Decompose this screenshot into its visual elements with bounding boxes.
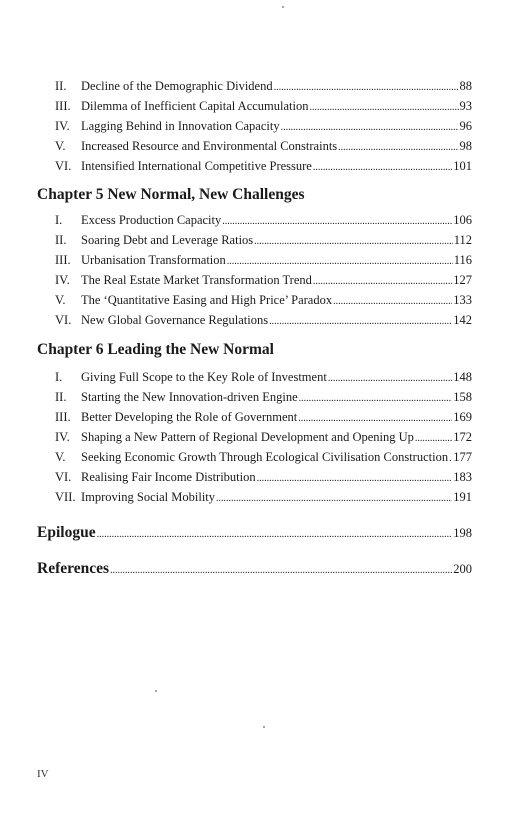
entry-page: 127: [453, 273, 472, 287]
entry-title: Intensified International Competitive Pressure: [81, 159, 312, 173]
entry-title: New Global Governance Regulations: [81, 313, 269, 327]
entry-page: 101: [453, 159, 472, 173]
entry-page: 177: [453, 450, 472, 464]
entry-number: I.: [55, 213, 63, 227]
entry-page: 88: [459, 79, 472, 93]
entry-title: Dilemma of Inefficient Capital Accumulation: [81, 99, 309, 113]
dot-leader: [313, 270, 452, 292]
epilogue-title: Epilogue: [37, 524, 96, 541]
dot-leader: [269, 310, 452, 332]
entry-page: 96: [459, 119, 472, 133]
toc-entry[interactable]: [37, 290, 472, 310]
dot-leader: [338, 136, 458, 158]
entry-title: Excess Production Capacity: [81, 213, 222, 227]
toc-entry[interactable]: [37, 250, 472, 270]
entry-number: III.: [55, 99, 71, 113]
entry-number: III.: [55, 253, 71, 267]
entry-page: 112: [453, 233, 472, 247]
entry-page: 93: [459, 99, 472, 113]
entry-title: Improving Social Mobility: [81, 490, 216, 504]
chapter6-heading[interactable]: Chapter 6 Leading the New Normal: [37, 341, 274, 358]
toc-entry[interactable]: [37, 407, 472, 427]
entry-number: V.: [55, 450, 66, 464]
dot-leader: [281, 116, 459, 138]
toc-entry[interactable]: [37, 210, 472, 230]
dot-leader: [274, 76, 459, 98]
entry-page: 172: [453, 430, 472, 444]
dot-leader: [298, 407, 452, 429]
entry-title: Lagging Behind in Innovation Capacity: [81, 119, 280, 133]
entry-number: II.: [55, 233, 67, 247]
toc-entry[interactable]: [37, 427, 472, 447]
entry-title: Giving Full Scope to the Key Role of Investment: [81, 370, 327, 384]
entry-number: IV.: [55, 273, 70, 287]
references-title: References: [37, 560, 110, 577]
toc-entry[interactable]: [37, 230, 472, 250]
entry-page: 158: [453, 390, 472, 404]
dot-leader: [97, 524, 453, 546]
entry-number: VI.: [55, 470, 72, 484]
entry-number: II.: [55, 79, 67, 93]
chapter4-continued-list: [37, 76, 472, 176]
entry-number: V.: [55, 139, 66, 153]
dot-leader: [110, 560, 452, 582]
toc-entry[interactable]: [37, 270, 472, 290]
dot-leader: [333, 290, 452, 312]
entry-title: The ‘Quantitative Easing and High Price’ Paradox: [81, 293, 333, 307]
dot-leader: [222, 210, 452, 232]
page-folio: IV: [37, 768, 49, 780]
toc-entry[interactable]: [37, 467, 472, 487]
dot-leader: [254, 230, 453, 252]
entry-page: 98: [459, 139, 472, 153]
entry-title: Soaring Debt and Leverage Ratios: [81, 233, 254, 247]
entry-title: Seeking Economic Growth Through Ecological Civilisation Construction: [81, 450, 449, 464]
dot-leader: [216, 487, 452, 509]
entry-page: 191: [453, 490, 472, 504]
toc-entry[interactable]: [37, 387, 472, 407]
entry-title: Realising Fair Income Distribution: [81, 470, 256, 484]
dot-leader: [257, 467, 453, 489]
chapter5-list: [37, 210, 472, 330]
entry-number: V.: [55, 293, 66, 307]
entry-title: Urbanisation Transformation: [81, 253, 226, 267]
entry-page: 116: [453, 253, 472, 267]
entry-page: 148: [453, 370, 472, 384]
toc-entry[interactable]: [37, 367, 472, 387]
dot-leader: [309, 96, 458, 118]
entry-number: VI.: [55, 159, 72, 173]
entry-title: Shaping a New Pattern of Regional Development and Opening Up: [81, 430, 414, 444]
paper-speck: [282, 6, 284, 8]
entry-title: Decline of the Demographic Dividend: [81, 79, 273, 93]
dot-leader: [449, 447, 452, 469]
toc-entry[interactable]: [37, 96, 472, 116]
toc-entry[interactable]: [37, 136, 472, 156]
entry-page: 106: [453, 213, 472, 227]
entry-page: 142: [453, 313, 472, 327]
dot-leader: [328, 367, 452, 389]
toc-references[interactable]: [37, 558, 472, 580]
toc-entry[interactable]: [37, 447, 472, 467]
entry-page: 183: [453, 470, 472, 484]
references-page: 200: [453, 562, 472, 576]
dot-leader: [299, 387, 453, 409]
chapter6-list: [37, 367, 472, 507]
paper-speck: [263, 726, 265, 728]
entry-number: III.: [55, 410, 71, 424]
entry-page: 169: [453, 410, 472, 424]
paper-speck: [155, 690, 157, 692]
dot-leader: [415, 427, 452, 449]
entry-number: IV.: [55, 119, 70, 133]
entry-number: II.: [55, 390, 67, 404]
entry-page: 133: [453, 293, 472, 307]
toc-entry[interactable]: [37, 310, 472, 330]
entry-number: I.: [55, 370, 63, 384]
entry-title: The Real Estate Market Transformation Trend: [81, 273, 312, 287]
toc-entry[interactable]: [37, 156, 472, 176]
entry-title: Starting the New Innovation-driven Engine: [81, 390, 298, 404]
chapter5-heading[interactable]: Chapter 5 New Normal, New Challenges: [37, 186, 305, 203]
entry-title: Increased Resource and Environmental Constraints: [81, 139, 338, 153]
toc-entry[interactable]: [37, 116, 472, 136]
dot-leader: [313, 156, 452, 178]
toc-entry[interactable]: [37, 487, 472, 507]
entry-title: Better Developing the Role of Government: [81, 410, 298, 424]
toc-epilogue[interactable]: [37, 522, 472, 544]
epilogue-page: 198: [453, 526, 472, 540]
toc-entry[interactable]: [37, 76, 472, 96]
entry-number: IV.: [55, 430, 70, 444]
entry-number: VI.: [55, 313, 72, 327]
dot-leader: [227, 250, 453, 272]
entry-number: VII.: [55, 490, 76, 504]
